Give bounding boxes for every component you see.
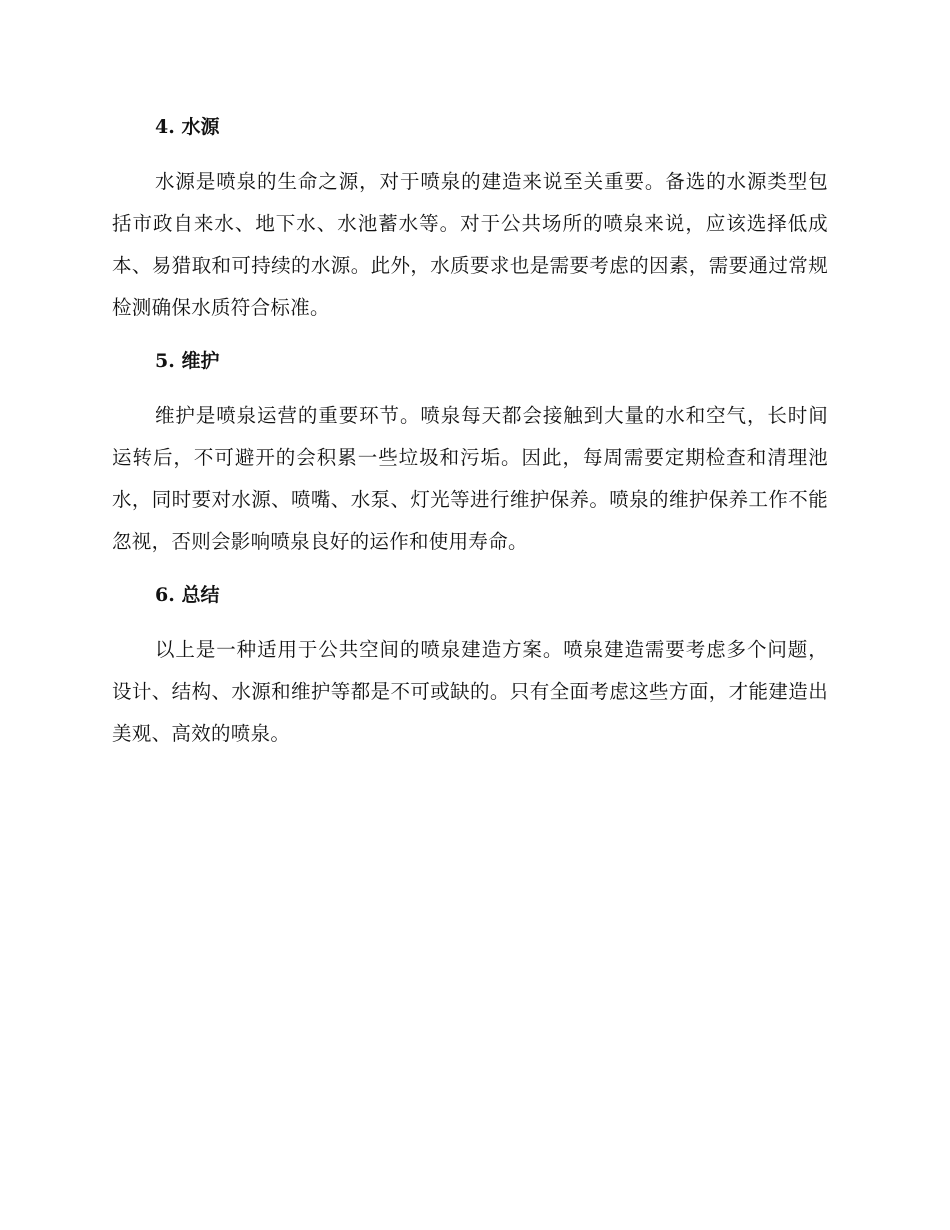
section-paragraph-maintenance: 维护是喷泉运营的重要环节。喷泉每天都会接触到大量的水和空气，长时间运转后，不可避开的会积累一些垃圾和污垢。因此，每周需要定期检查和清理池水，同时要对水源、喷嘴、水泵、灯光等进行维护保养。喷泉的维护保养工作不能忽视，否则会影响喷泉良好的运作和使用寿命。 — [112, 404, 828, 553]
section-heading-summary: 6. 总结 — [155, 584, 220, 606]
section-paragraph-water-source: 水源是喷泉的生命之源，对于喷泉的建造来说至关重要。备选的水源类型包括市政自来水、地下水、水池蓄水等。对于公共场所的喷泉来说，应该选择低成本、易猎取和可持续的水源。此外，水质要求也是需要考虑的因素，需要通过常规检测确保水质符合标准。 — [112, 170, 828, 319]
section-heading-water-source: 4. 水源 — [155, 116, 220, 138]
section-heading-maintenance: 5. 维护 — [155, 350, 220, 372]
section-paragraph-summary: 以上是一种适用于公共空间的喷泉建造方案。喷泉建造需要考虑多个问题，设计、结构、水源和维护等都是不可或缺的。只有全面考虑这些方面，才能建造出美观、高效的喷泉。 — [112, 638, 828, 745]
document-body — [112, 108, 828, 768]
